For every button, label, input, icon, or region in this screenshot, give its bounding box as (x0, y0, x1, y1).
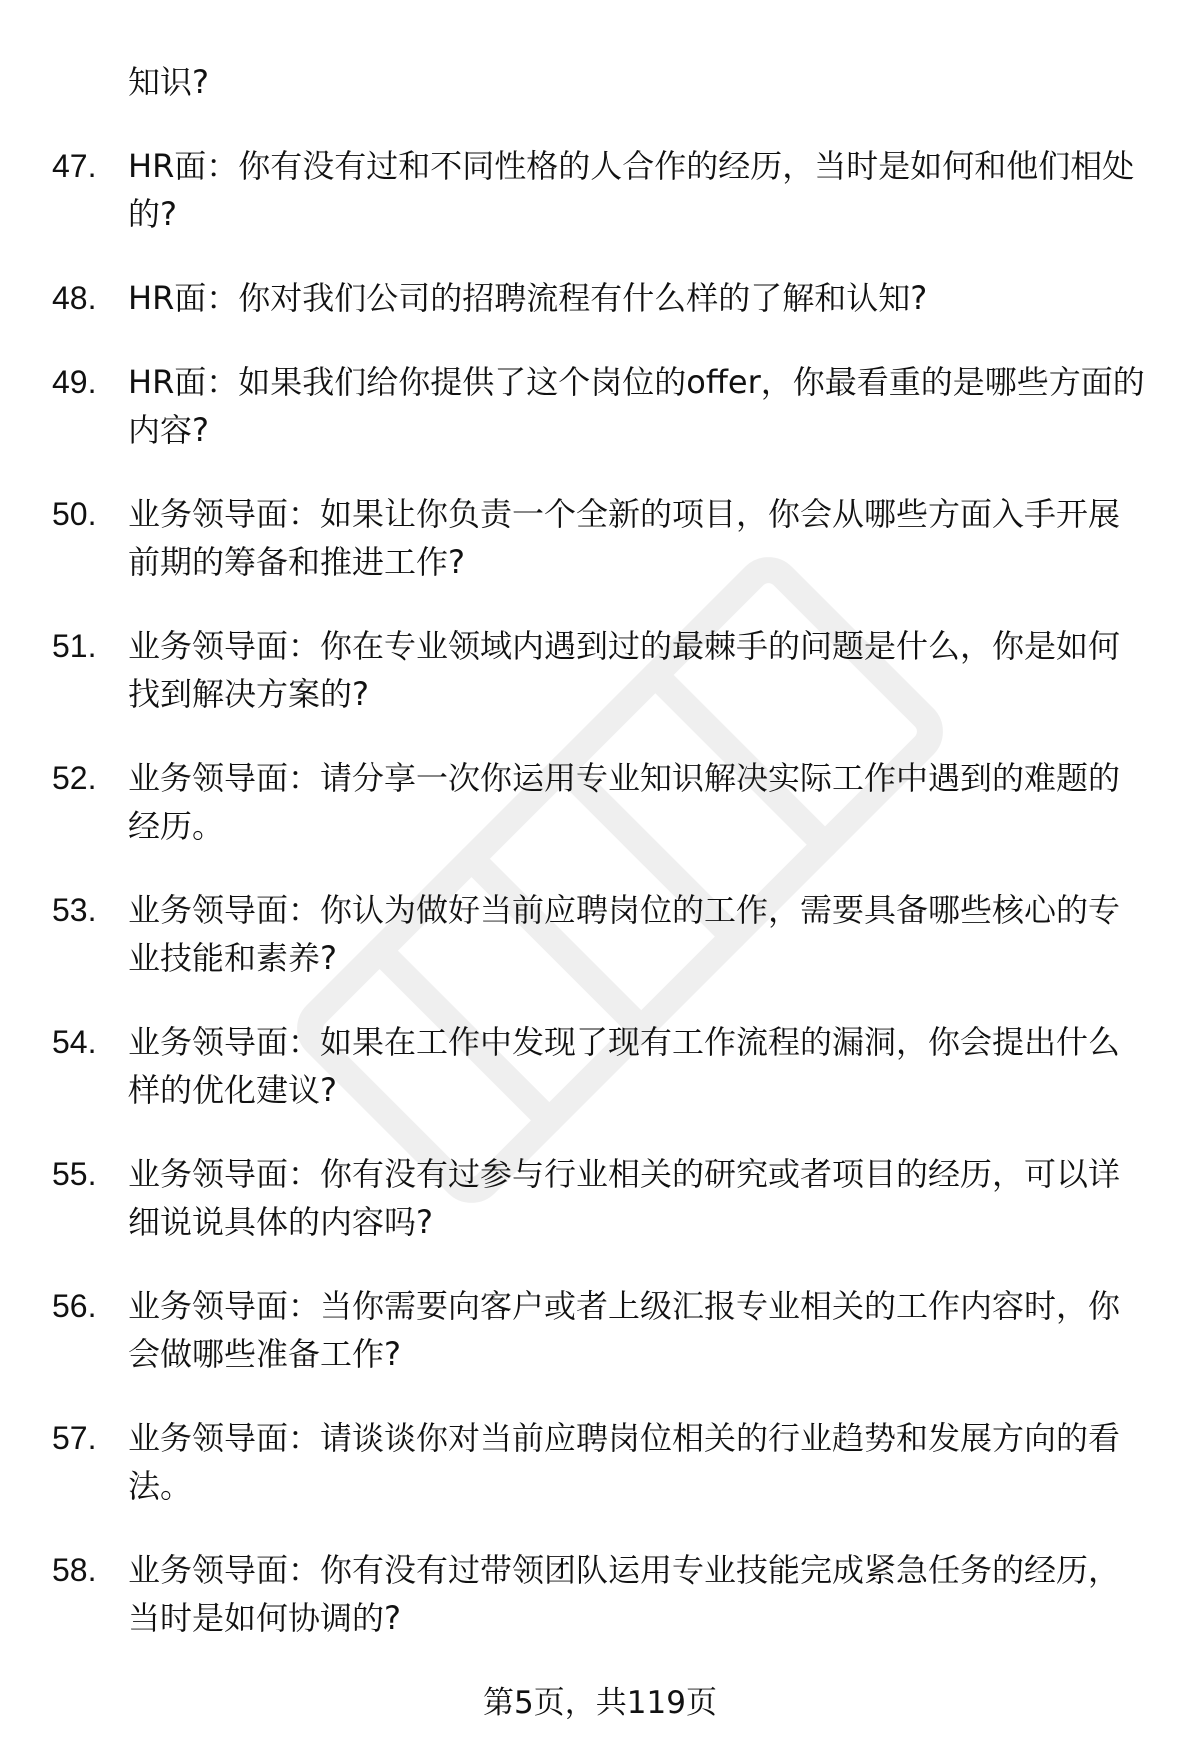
question-number: 48. (52, 280, 97, 316)
question-text: 业务领导面：你认为做好当前应聘岗位的工作，需要具备哪些核心的专业技能和素养? (128, 891, 1121, 977)
question-item (0, 142, 1200, 238)
question-item (0, 1282, 1200, 1378)
question-item (0, 622, 1200, 718)
question-text: 业务领导面：你有没有过参与行业相关的研究或者项目的经历，可以详细说说具体的内容吗? (128, 1155, 1121, 1241)
question-text: 业务领导面：如果在工作中发现了现有工作流程的漏洞，你会提出什么样的优化建议? (128, 1023, 1121, 1109)
question-number: 47. (52, 148, 97, 184)
question-text: 业务领导面：请分享一次你运用专业知识解决实际工作中遇到的难题的经历。 (128, 759, 1121, 845)
question-item (0, 1150, 1200, 1246)
question-text: 业务领导面：请谈谈你对当前应聘岗位相关的行业趋势和发展方向的看法。 (128, 1419, 1121, 1505)
question-text: HR面：如果我们给你提供了这个岗位的offer，你最看重的是哪些方面的内容? (128, 363, 1145, 449)
question-item (0, 358, 1200, 454)
question-text: 业务领导面：你在专业领域内遇到过的最棘手的问题是什么，你是如何找到解决方案的? (128, 627, 1121, 713)
question-number: 55. (52, 1156, 97, 1192)
question-text: 业务领导面：如果让你负责一个全新的项目，你会从哪些方面入手开展前期的筹备和推进工作? (128, 495, 1121, 581)
question-text: HR面：你对我们公司的招聘流程有什么样的了解和认知? (128, 279, 928, 317)
question-text: 业务领导面：你有没有过带领团队运用专业技能完成紧急任务的经历，当时是如何协调的? (128, 1551, 1121, 1637)
question-number: 52. (52, 760, 97, 796)
question-text: 业务领导面：当你需要向客户或者上级汇报专业相关的工作内容时，你会做哪些准备工作? (128, 1287, 1121, 1373)
question-number: 50. (52, 496, 97, 532)
question-item (0, 490, 1200, 586)
question-number: 53. (52, 892, 97, 928)
question-item (0, 274, 1200, 322)
question-number: 56. (52, 1288, 97, 1324)
question-item (0, 1414, 1200, 1510)
question-item (0, 1018, 1200, 1114)
continuation-text: 知识? (128, 63, 209, 101)
question-item (0, 1546, 1200, 1642)
question-item (0, 886, 1200, 982)
question-list (0, 142, 1200, 1678)
question-number: 58. (52, 1552, 97, 1588)
question-number: 57. (52, 1420, 97, 1456)
question-number: 51. (52, 628, 97, 664)
question-number: 54. (52, 1024, 97, 1060)
question-number: 49. (52, 364, 97, 400)
question-text: HR面：你有没有过和不同性格的人合作的经历，当时是如何和他们相处的? (128, 147, 1135, 233)
page-footer: 第5页，共119页 (483, 1685, 717, 1721)
question-item (0, 754, 1200, 850)
